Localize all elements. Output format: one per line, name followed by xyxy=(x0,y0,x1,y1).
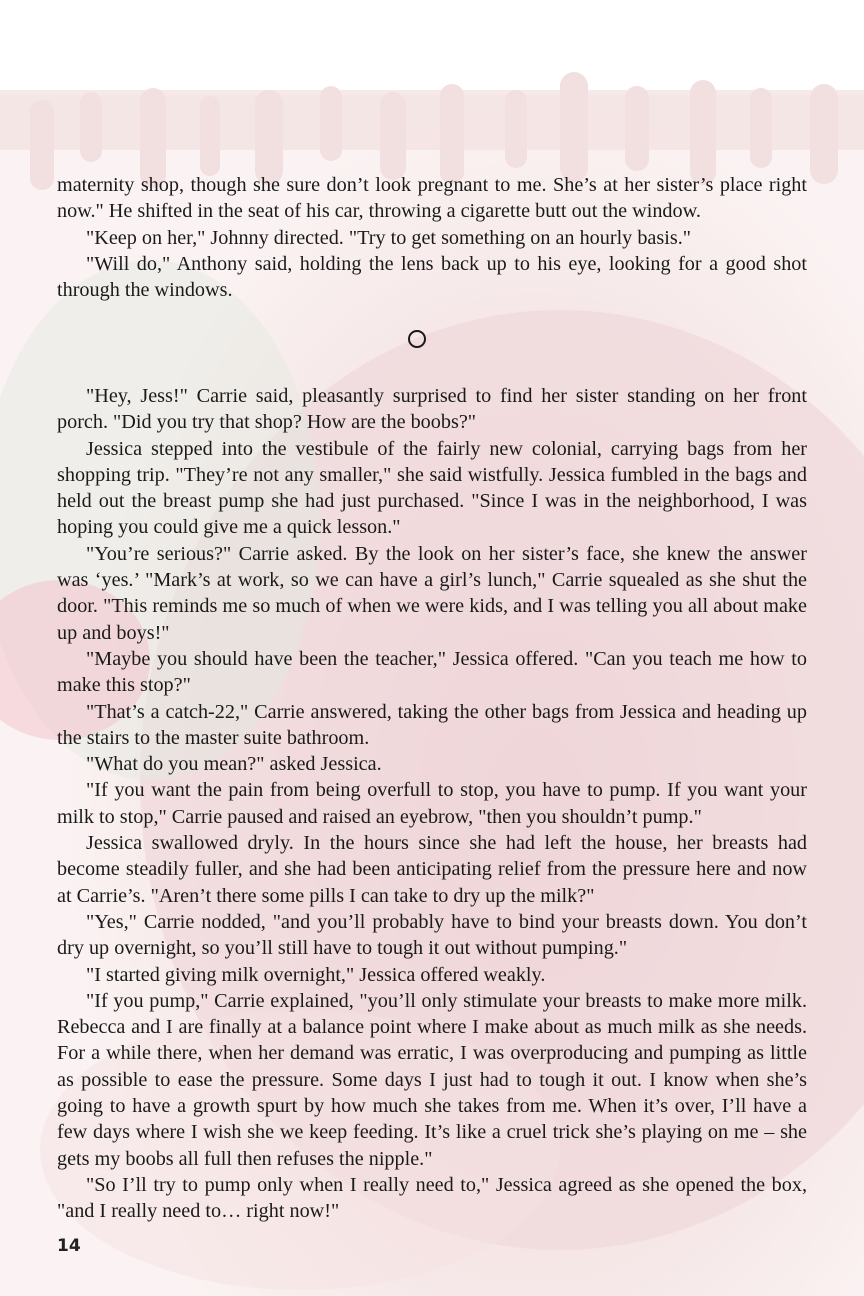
paragraph: Jessica swallowed dryly. In the hours since she had left the house, her breasts had become steadily fuller, and she had been anticipating relief from the pressure here and now at Carrie’s. "Aren’t there some pills I can take to dry up the milk?" xyxy=(57,832,807,907)
paragraph: Jessica stepped into the vestibule of the fairly new colonial, carrying bags from her shopping trip. "They’re not any smaller," she said wistfully. Jessica fumbled in the bags and held out the breast pump she had just purchased. "Since I was in the neighborhood, I was hoping you could give me a quick lesson." xyxy=(57,437,807,539)
page-number: 14 xyxy=(57,1236,81,1256)
paragraph: "What do you mean?" asked Jessica. xyxy=(86,753,382,776)
paragraph: "Will do," Anthony said, holding the lens back up to his eye, looking for a good shot through the windows. xyxy=(57,252,807,302)
paragraph: "Hey, Jess!" Carrie said, pleasantly surprised to find her sister standing on her front porch. "Did you try that shop? How are the boobs?" xyxy=(57,385,807,434)
paragraph: "If you pump," Carrie explained, "you’ll only stimulate your breasts to make more milk. Rebecca and I are finally at a balance point where I make about as much milk as she needs. For a while there, when her demand was erratic, I was overproducing and pumping as little as possible to ease the pressure. Some days I just had to tough it out. I know when she’s going to have a growth spurt by how much she takes from me. When it’s over, I’ll have a few days where I wish she we keep feeding. It’s like a cruel trick she’s playing on me – she gets my boobs all full then refuses the nipple." xyxy=(57,989,807,1170)
paragraph: "Keep on her," Johnny directed. "Try to get something on an hourly basis." xyxy=(86,226,691,249)
paragraph: "I started giving milk overnight," Jessica offered weakly. xyxy=(86,963,546,986)
scene-break-circle-icon xyxy=(408,330,426,348)
text-section-1 xyxy=(57,172,807,303)
paragraph: "You’re serious?" Carrie asked. By the look on her sister’s face, she knew the answer was ‘yes.’ "Mark’s at work, so we can have a girl’s lunch," Carrie squealed as she shut the door. "This reminds me so much of when we were kids, and I was telling you all about make up and boys!" xyxy=(57,542,807,644)
paragraph: "That’s a catch-22," Carrie answered, taking the other bags from Jessica and heading up the stairs to the master suite bathroom. xyxy=(57,700,807,749)
paragraph: "Maybe you should have been the teacher," Jessica offered. "Can you teach me how to make this stop?" xyxy=(57,647,807,697)
paragraph: "So I’ll try to pump only when I really need to," Jessica agreed as she opened the box, "and I really need to… right now!" xyxy=(57,1173,807,1223)
paragraph: "Yes," Carrie nodded, "and you’ll probably have to bind your breasts down. You don’t dry up overnight, so you’ll still have to tough it out without pumping." xyxy=(57,910,807,960)
paragraph: maternity shop, though she sure don’t look pregnant to me. She’s at her sister’s place right now." He shifted in the seat of his car, throwing a cigarette butt out the window. xyxy=(57,174,807,223)
paragraph: "If you want the pain from being overfull to stop, you have to pump. If you want your milk to stop," Carrie paused and raised an eyebrow, "then you shouldn’t pump." xyxy=(57,779,807,828)
text-section-2 xyxy=(57,383,807,1225)
